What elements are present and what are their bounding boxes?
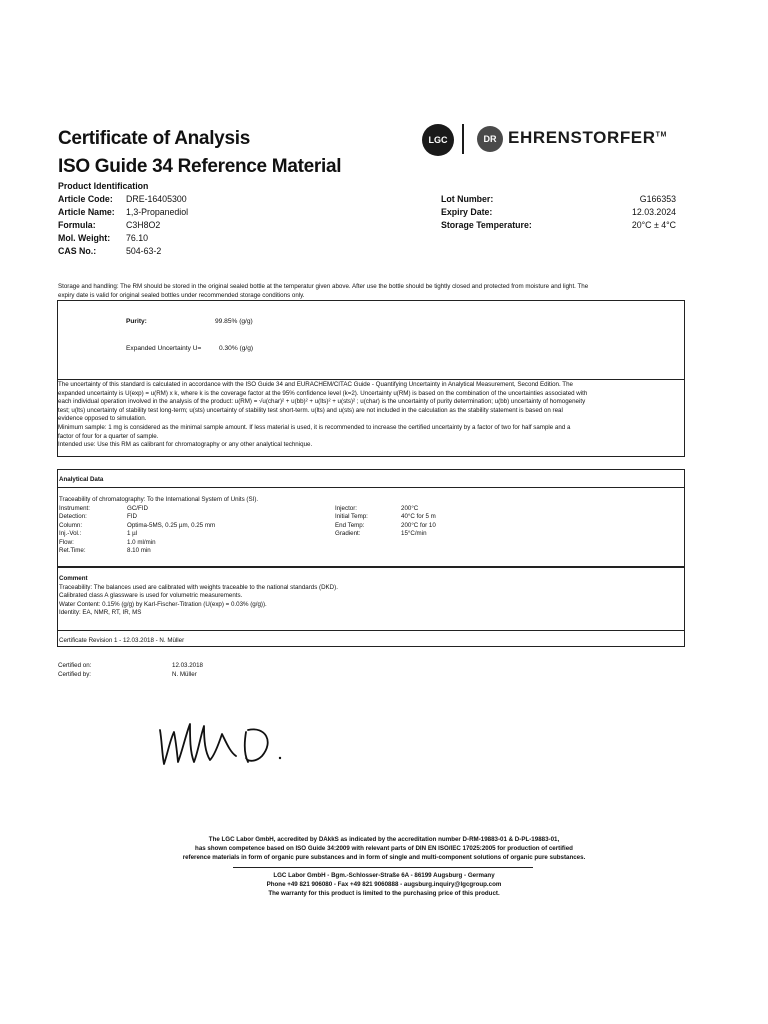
traceability-text: Traceability of chromatography: To the International System of Units (SI). <box>59 496 259 503</box>
flow-label: Flow: <box>59 538 74 546</box>
brand-name: EHRENSTORFER <box>508 128 656 147</box>
mol-weight-value: 76.10 <box>126 233 149 243</box>
article-name-label: Article Name: <box>58 207 115 217</box>
analytical-divider <box>58 487 684 488</box>
expiry-label: Expiry Date: <box>441 207 493 217</box>
uncertainty-line: The uncertainty of this standard is calculated in accordance with the ISO Guide 34 and EURACHEM/CITAC Guide - Quantifying Uncertainty in Analytical Measurement, Second Edition. The <box>58 381 573 388</box>
storage-temp-value: 20°C ± 4°C <box>631 220 676 230</box>
brand-logo <box>508 128 667 148</box>
logo-divider <box>462 124 464 154</box>
uncertainty-line: expanded uncertainty is U(exp) = u(RM) x k, where k is the coverage factor at the 95% confidence level (k=2). Uncertainty u(RM) is based on the combination of the uncertainties associated with <box>58 389 588 397</box>
comment-divider <box>58 630 684 631</box>
certified-on-label: Certified on: <box>58 662 92 669</box>
initial-temp-label: Initial Temp: <box>335 513 368 520</box>
comment-heading: Comment <box>59 575 88 582</box>
storage-temp-label: Storage Temperature: <box>441 220 532 230</box>
purity-value: 99.85% (g/g) <box>215 318 253 325</box>
mol-weight-label: Mol. Weight: <box>58 233 111 243</box>
inj-vol-value: 1 µl <box>127 530 138 537</box>
certified-on-value: 12.03.2018 <box>172 662 203 669</box>
instrument-label: Instrument: <box>59 504 90 512</box>
uncertainty-line: Minimum sample: 1 mg is considered as the minimal sample amount. If less material is used, it is recommended to increase the certified uncertainty by a factor of two for half sample and a <box>58 424 571 431</box>
footer-address: LGC Labor GmbH - Bgm.-Schlosser-Straße 6A - 86199 Augsburg - Germany <box>273 872 495 879</box>
cas-value: 504-63-2 <box>126 246 162 256</box>
injector-label: Injector: <box>335 504 358 512</box>
lot-value: G166353 <box>639 194 676 204</box>
comment-line: Calibrated class A glassware is used for volumetric measurements. <box>59 592 243 599</box>
uncertainty-line: factor of four for a quarter of sample. <box>58 432 159 440</box>
comment-line: Identity: EA, NMR, RT, IR, MS <box>59 609 142 616</box>
certified-by-value: N. Müller <box>172 671 197 678</box>
purity-box <box>57 300 685 380</box>
signature <box>150 712 290 772</box>
accreditation-line: reference materials in form of organic pure substances and in form of single and multi-component solutions of organic pure substances. <box>182 854 586 861</box>
uncertainty-label: Expanded Uncertainty U= <box>126 345 202 352</box>
formula-value: C3H8O2 <box>126 220 161 230</box>
ret-time-value: 8.10 min <box>127 547 151 554</box>
article-code-value: DRE-16405300 <box>126 194 187 204</box>
certified-by-label: Certified by: <box>58 671 92 678</box>
analytical-data-box <box>57 469 685 567</box>
article-name-value: 1,3-Propanediol <box>126 207 189 217</box>
inj-vol-label: Inj.-Vol.: <box>59 530 82 537</box>
comment-line: Traceability: The balances used are calibrated with weights traceable to the national standards (DKD). <box>59 583 338 591</box>
expiry-value: 12.03.2024 <box>631 207 676 217</box>
brand-trademark: TM <box>655 131 667 139</box>
uncertainty-box <box>57 379 685 457</box>
ret-time-label: Ret.Time: <box>59 547 86 554</box>
uncertainty-value: 0.30% (g/g) <box>219 345 254 352</box>
end-temp-label: End Temp: <box>335 521 365 529</box>
analytical-heading: Analytical Data <box>59 476 104 483</box>
initial-temp-value: 40°C for 5 m <box>401 513 436 520</box>
footer-contact: Phone +49 821 906080 - Fax +49 821 9060888 - augsburg.inquiry@lgcgroup.com <box>266 881 502 888</box>
end-temp-value: 200°C for 10 <box>401 521 436 529</box>
column-value: Optima-5MS, 0.25 µm, 0.25 mm <box>127 521 216 529</box>
footer-divider <box>233 867 533 868</box>
storage-handling-line-2: expiry date is valid for original sealed bottles under recommended storage conditions only. <box>58 292 305 299</box>
cas-label: CAS No.: <box>58 246 97 256</box>
page-subtitle: ISO Guide 34 Reference Material <box>58 156 342 177</box>
injector-value: 200°C <box>401 504 419 512</box>
detection-label: Detection: <box>59 513 87 520</box>
lot-label: Lot Number: <box>441 194 494 204</box>
lgc-logo: LGC <box>422 124 454 156</box>
revision-text: Certificate Revision 1 - 12.03.2018 - N. Müller <box>59 637 185 644</box>
accreditation-line: The LGC Labor GmbH, accredited by DAkkS as indicated by the accreditation number D-RM-19883-01 & D-PL-19883-01, <box>208 836 560 843</box>
flow-value: 1.0 ml/min <box>127 538 156 546</box>
uncertainty-line: each individual operation involved in the analysis of the product: u(RM) = √u(char)² + u(bb)² + u(lts)² + u(sts)² ; u(char) is the uncertainty of purity determination; u(bb) uncertainty of homogeneity <box>58 398 586 406</box>
formula-label: Formula: <box>58 220 96 230</box>
product-heading: Product Identification <box>58 181 149 191</box>
footer-warranty: The warranty for this product is limited to the purchasing price of this product. <box>268 890 500 897</box>
comment-box <box>57 567 685 647</box>
instrument-value: GC/FID <box>127 504 148 512</box>
storage-handling-line-1: Storage and handling: The RM should be stored in the original sealed bottle at the temperatur given above. After use the bottle should be tightly closed and protected from moisture and light. The <box>58 283 589 290</box>
dr-logo: DR <box>477 126 503 152</box>
purity-label: Purity: <box>126 318 147 325</box>
article-code-label: Article Code: <box>58 194 113 204</box>
uncertainty-line: evidence opposed to simulation. <box>58 415 147 423</box>
uncertainty-line: Intended use: Use this RM as calibrant for chromatography or any other analytical technique. <box>58 441 313 449</box>
column-label: Column: <box>59 521 83 529</box>
comment-line: Water Content: 0.15% (g/g) by Karl-Fischer-Titration (U(exp) = 0.03% (g/g)). <box>59 600 267 608</box>
page-title: Certificate of Analysis <box>58 128 250 149</box>
detection-value: FID <box>127 513 137 520</box>
gradient-label: Gradient: <box>335 530 361 537</box>
accreditation-line: has shown competence based on ISO Guide 34:2009 with relevant parts of DIN EN ISO/IEC 17025:2005 for production of certified <box>195 845 573 852</box>
uncertainty-line: test; u(lts) uncertainty of stability test long-term; u(sts) uncertainty of stability test short-term. u(lts) and u(sts) are not included in the calculation as the stability statement is based on real <box>58 406 563 414</box>
gradient-value: 15°C/min <box>401 530 427 537</box>
